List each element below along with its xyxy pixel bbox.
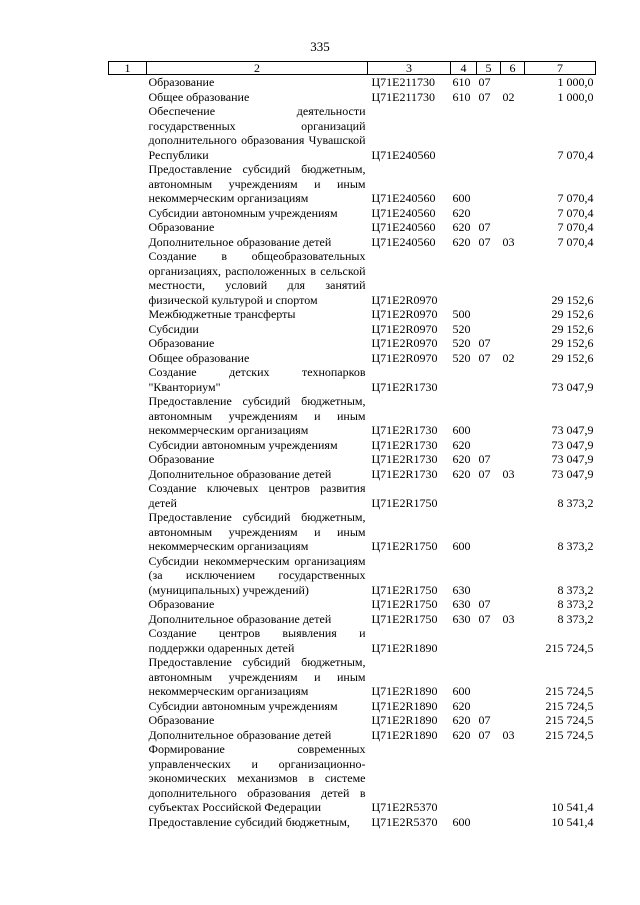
- item-name: Дополнительное образование детей: [148, 727, 332, 742]
- item-name: Предоставление субсидий бюджетным,: [148, 814, 350, 829]
- row-number-cell: [109, 510, 147, 554]
- column-number-4: 4: [451, 62, 477, 75]
- row-number-cell: [109, 626, 147, 655]
- expense-type: 620: [452, 437, 471, 452]
- subsection-code: [501, 162, 525, 206]
- item-name: Образование: [148, 713, 215, 727]
- subsection-code: [501, 626, 525, 655]
- target-code: Ц71Е2R0970: [371, 292, 438, 307]
- subsection-code: [501, 394, 525, 438]
- row-number-cell: [109, 162, 147, 206]
- subsection-code: [501, 655, 525, 699]
- subsection-code: [501, 554, 525, 598]
- table-row: [109, 249, 596, 307]
- target-code: Ц71Е2R1890: [371, 727, 438, 742]
- column-number-1: 1: [109, 62, 147, 75]
- section-code: 07: [478, 234, 491, 249]
- section-code: [477, 394, 501, 438]
- subsection-code: [501, 510, 525, 554]
- target-code: Ц71Е2R0970: [371, 336, 438, 350]
- row-number-cell: [109, 438, 147, 453]
- section-code: [477, 162, 501, 206]
- table-row: [109, 510, 596, 554]
- table-row: [109, 162, 596, 206]
- table-row: [109, 815, 596, 830]
- amount: 73 047,9: [551, 466, 594, 481]
- table-row: [109, 235, 596, 250]
- amount: 8 373,2: [557, 611, 594, 626]
- expense-type: 600: [452, 539, 471, 553]
- row-number-cell: [109, 467, 147, 482]
- item-name: Создание центров выявления и поддержки одаренных детей: [148, 626, 366, 655]
- section-code: [477, 699, 501, 714]
- section-code: 07: [478, 75, 491, 89]
- subsection-code: [501, 104, 525, 162]
- expense-type: [451, 626, 477, 655]
- item-name: Дополнительное образование детей: [148, 611, 332, 626]
- target-code: Ц71Е240560: [371, 234, 436, 249]
- amount: 7 070,4: [557, 191, 594, 205]
- item-name: Образование: [148, 336, 215, 350]
- budget-table: [108, 61, 596, 829]
- target-code: Ц71Е2R1890: [371, 713, 438, 727]
- expense-type: 630: [452, 597, 471, 611]
- table-row: [109, 452, 596, 467]
- amount: 215 724,5: [545, 713, 594, 727]
- section-code: [477, 554, 501, 598]
- amount: 73 047,9: [551, 423, 594, 437]
- amount: 29 152,6: [551, 292, 594, 307]
- subsection-code: 02: [502, 350, 515, 365]
- subsection-code: [501, 815, 525, 830]
- expense-type: 620: [452, 713, 471, 727]
- amount: 215 724,5: [545, 698, 594, 713]
- row-number-cell: [109, 220, 147, 235]
- section-code: [477, 104, 501, 162]
- table-row: [109, 728, 596, 743]
- column-number-2: 2: [147, 62, 368, 75]
- target-code: Ц71Е2R0970: [371, 350, 438, 365]
- expense-type: 620: [452, 205, 471, 220]
- expense-type: 520: [452, 336, 471, 350]
- table-row: [109, 75, 596, 90]
- subsection-code: [501, 249, 525, 307]
- expense-type: 620: [452, 220, 471, 234]
- section-code: [477, 742, 501, 815]
- target-code: Ц71Е2R1730: [371, 437, 438, 452]
- section-code: [477, 815, 501, 830]
- table-row: [109, 655, 596, 699]
- subsection-code: [501, 438, 525, 453]
- amount: 215 724,5: [545, 727, 594, 742]
- section-code: [477, 626, 501, 655]
- section-code: 07: [478, 611, 491, 626]
- row-number-cell: [109, 90, 147, 105]
- subsection-code: [501, 742, 525, 815]
- row-number-cell: [109, 612, 147, 627]
- amount: 7 070,4: [557, 147, 594, 162]
- row-number-cell: [109, 815, 147, 830]
- target-code: Ц71Е2R1730: [371, 423, 438, 437]
- target-code: Ц71Е2R1750: [371, 495, 438, 510]
- subsection-code: [501, 713, 525, 728]
- item-name: Субсидии: [148, 321, 199, 336]
- amount: 1 000,0: [557, 75, 594, 89]
- table-row: [109, 467, 596, 482]
- amount: 8 373,2: [557, 539, 594, 553]
- column-number-6: 6: [501, 62, 525, 75]
- subsection-code: [501, 220, 525, 235]
- table-row: [109, 612, 596, 627]
- row-number-cell: [109, 481, 147, 510]
- amount: 8 373,2: [557, 597, 594, 611]
- subsection-code: [501, 481, 525, 510]
- header-row: [109, 62, 596, 75]
- subsection-code: [501, 307, 525, 322]
- section-code: 07: [478, 350, 491, 365]
- amount: 7 070,4: [557, 234, 594, 249]
- row-number-cell: [109, 75, 147, 90]
- table-row: [109, 104, 596, 162]
- amount: 29 152,6: [551, 321, 594, 336]
- subsection-code: [501, 206, 525, 221]
- item-name: Образование: [148, 452, 215, 466]
- row-number-cell: [109, 728, 147, 743]
- section-code: [477, 510, 501, 554]
- expense-type: 500: [452, 307, 471, 321]
- expense-type: 600: [452, 423, 471, 437]
- amount: 215 724,5: [545, 684, 594, 698]
- table-row: [109, 742, 596, 815]
- item-name: Общее образование: [148, 350, 250, 365]
- target-code: Ц71Е2R1750: [371, 611, 438, 626]
- item-name: Создание в общеобразовательных организациях, расположенных в сельской местности, условий для занятий физической культурой и спортом: [148, 249, 366, 307]
- target-code: Ц71Е240560: [371, 220, 436, 234]
- section-code: 07: [478, 727, 491, 742]
- item-name: Образование: [148, 75, 215, 89]
- amount: 29 152,6: [551, 307, 594, 321]
- expense-type: [451, 481, 477, 510]
- table-row: [109, 322, 596, 337]
- subsection-code: [501, 597, 525, 612]
- target-code: Ц71Е240560: [371, 191, 436, 205]
- table-row: [109, 365, 596, 394]
- item-name: Обеспечение деятельности государственных организаций дополнительного образования Чувашской Республики: [148, 104, 366, 162]
- section-code: 07: [478, 220, 491, 234]
- amount: 73 047,9: [551, 452, 594, 466]
- item-name: Создание детских технопарков "Кванториум": [148, 365, 366, 394]
- row-number-cell: [109, 597, 147, 612]
- table-row: [109, 206, 596, 221]
- column-number-3: 3: [368, 62, 451, 75]
- amount: 10 541,4: [551, 800, 594, 814]
- row-number-cell: [109, 742, 147, 815]
- table-row: [109, 90, 596, 105]
- expense-type: 630: [452, 611, 471, 626]
- target-code: Ц71Е2R0970: [371, 321, 438, 336]
- amount: 7 070,4: [557, 220, 594, 234]
- expense-type: [451, 104, 477, 162]
- table-row: [109, 438, 596, 453]
- amount: 73 047,9: [551, 437, 594, 452]
- target-code: Ц71Е211730: [371, 75, 436, 89]
- item-name: Предоставление субсидий бюджетным, автономным учреждениям и иным некоммерческим организациям: [148, 162, 366, 205]
- section-code: 07: [478, 713, 491, 727]
- section-code: [477, 307, 501, 322]
- expense-type: 610: [452, 75, 471, 89]
- table-row: [109, 597, 596, 612]
- subsection-code: [501, 452, 525, 467]
- item-name: Предоставление субсидий бюджетным, автономным учреждениям и иным некоммерческим организациям: [148, 655, 366, 698]
- table-row: [109, 713, 596, 728]
- target-code: Ц71Е2R1890: [371, 698, 438, 713]
- section-code: [477, 206, 501, 221]
- row-number-cell: [109, 452, 147, 467]
- row-number-cell: [109, 206, 147, 221]
- row-number-cell: [109, 249, 147, 307]
- subsection-code: [501, 365, 525, 394]
- item-name: Предоставление субсидий бюджетным, автономным учреждениям и иным некоммерческим организациям: [148, 510, 366, 553]
- target-code: Ц71Е2R1730: [371, 452, 438, 466]
- target-code: Ц71Е2R1750: [371, 597, 438, 611]
- expense-type: [451, 742, 477, 815]
- row-number-cell: [109, 365, 147, 394]
- expense-type: 620: [452, 727, 471, 742]
- expense-type: 600: [452, 814, 471, 829]
- row-number-cell: [109, 655, 147, 699]
- expense-type: [451, 249, 477, 307]
- table-row: [109, 481, 596, 510]
- row-number-cell: [109, 322, 147, 337]
- column-number-5: 5: [477, 62, 501, 75]
- item-name: Общее образование: [148, 89, 250, 104]
- row-number-cell: [109, 394, 147, 438]
- table-row: [109, 554, 596, 598]
- item-name: Субсидии автономным учреждениям: [148, 437, 338, 452]
- section-code: [477, 438, 501, 453]
- section-code: [477, 249, 501, 307]
- item-name: Дополнительное образование детей: [148, 234, 332, 249]
- target-code: Ц71Е240560: [371, 147, 436, 162]
- expense-type: 620: [452, 698, 471, 713]
- amount: 73 047,9: [551, 379, 594, 394]
- amount: 215 724,5: [545, 640, 594, 655]
- item-name: Межбюджетные трансферты: [148, 307, 296, 321]
- subsection-code: [501, 75, 525, 90]
- expense-type: 600: [452, 684, 471, 698]
- row-number-cell: [109, 699, 147, 714]
- target-code: Ц71Е2R1730: [371, 466, 438, 481]
- section-code: [477, 322, 501, 337]
- item-name: Формирование современных управленческих и организационно-экономических механизмов в системе дополнительного образования детей в субъектах Российской Федерации: [148, 742, 366, 814]
- subsection-code: 03: [502, 611, 515, 626]
- section-code: 07: [478, 466, 491, 481]
- expense-type: 520: [452, 321, 471, 336]
- table-header: [109, 62, 596, 75]
- target-code: Ц71Е2R1730: [371, 379, 438, 394]
- item-name: Субсидии автономным учреждениям: [148, 205, 338, 220]
- table-row: [109, 394, 596, 438]
- expense-type: 610: [452, 89, 471, 104]
- target-code: Ц71Е2R1750: [371, 539, 438, 553]
- subsection-code: 03: [502, 466, 515, 481]
- target-code: Ц71Е2R0970: [371, 307, 438, 321]
- amount: 29 152,6: [551, 336, 594, 350]
- section-code: 07: [478, 336, 491, 350]
- row-number-cell: [109, 336, 147, 351]
- row-number-cell: [109, 104, 147, 162]
- section-code: [477, 365, 501, 394]
- row-number-cell: [109, 307, 147, 322]
- row-number-cell: [109, 351, 147, 366]
- target-code: Ц71Е2R1890: [371, 684, 438, 698]
- item-name: Предоставление субсидий бюджетным, автономным учреждениям и иным некоммерческим организациям: [148, 394, 366, 437]
- table-row: [109, 220, 596, 235]
- target-code: Ц71Е2R5370: [371, 814, 438, 829]
- amount: 10 541,4: [551, 814, 594, 829]
- table-row: [109, 307, 596, 322]
- target-code: Ц71Е211730: [371, 89, 436, 104]
- target-code: Ц71Е2R1890: [371, 640, 438, 655]
- expense-type: 600: [452, 191, 471, 205]
- section-code: 07: [478, 89, 491, 104]
- item-name: Образование: [148, 220, 215, 234]
- table-body: [109, 75, 596, 830]
- item-name: Образование: [148, 597, 215, 611]
- item-name: Дополнительное образование детей: [148, 466, 332, 481]
- column-number-7: 7: [525, 62, 596, 75]
- subsection-code: [501, 336, 525, 351]
- item-name: Субсидии автономным учреждениям: [148, 698, 338, 713]
- table-row: [109, 626, 596, 655]
- target-code: Ц71Е2R5370: [371, 800, 438, 814]
- page-number: 335: [310, 39, 330, 54]
- expense-type: 630: [452, 582, 471, 597]
- expense-type: 520: [452, 350, 471, 365]
- target-code: Ц71Е2R1750: [371, 582, 438, 597]
- subsection-code: 03: [502, 234, 515, 249]
- amount: 7 070,4: [557, 205, 594, 220]
- amount: 29 152,6: [551, 350, 594, 365]
- section-code: [477, 481, 501, 510]
- expense-type: 620: [452, 234, 471, 249]
- table-row: [109, 699, 596, 714]
- section-code: 07: [478, 597, 491, 611]
- item-name: Создание ключевых центров развития детей: [148, 481, 366, 510]
- expense-type: [451, 365, 477, 394]
- amount: 1 000,0: [557, 89, 594, 104]
- row-number-cell: [109, 713, 147, 728]
- subsection-code: 03: [502, 727, 515, 742]
- section-code: 07: [478, 452, 491, 466]
- expense-type: 620: [452, 466, 471, 481]
- table-row: [109, 336, 596, 351]
- amount: 8 373,2: [557, 495, 594, 510]
- amount: 8 373,2: [557, 582, 594, 597]
- section-code: [477, 655, 501, 699]
- table-row: [109, 351, 596, 366]
- row-number-cell: [109, 554, 147, 598]
- item-name: Субсидии некоммерческим организациям (за исключением государственных (муниципальных) учреждений): [148, 553, 366, 597]
- subsection-code: [501, 322, 525, 337]
- subsection-code: 02: [502, 89, 515, 104]
- subsection-code: [501, 699, 525, 714]
- target-code: Ц71Е240560: [371, 205, 436, 220]
- expense-type: 620: [452, 452, 471, 466]
- row-number-cell: [109, 235, 147, 250]
